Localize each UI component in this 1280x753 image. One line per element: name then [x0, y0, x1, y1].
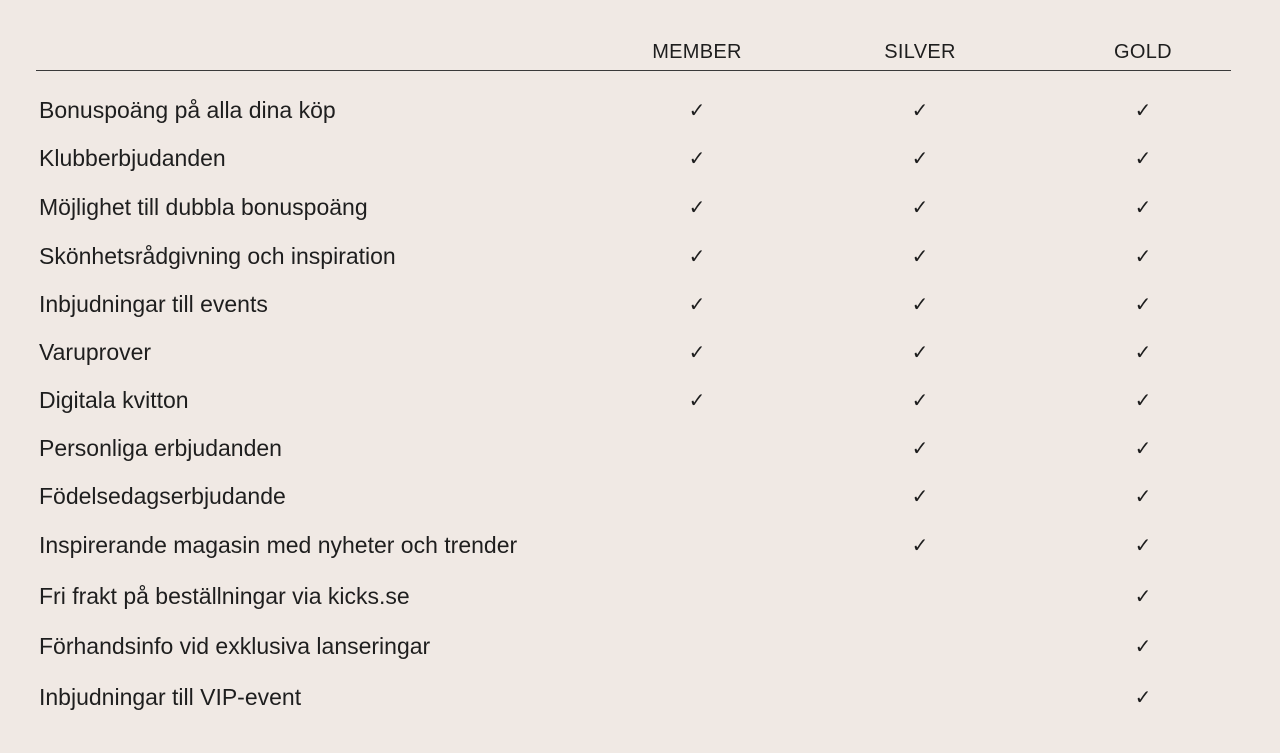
- benefit-label: Möjlighet till dubbla bonuspoäng: [39, 194, 368, 220]
- check-icon: ✓: [1134, 634, 1152, 658]
- check-icon: ✓: [688, 340, 706, 364]
- benefit-label: Inbjudningar till VIP-event: [39, 684, 302, 710]
- benefit-label: Digitala kvitton: [39, 387, 189, 413]
- check-icon: ✓: [911, 244, 929, 268]
- benefit-label: Varuprover: [39, 339, 152, 365]
- table-row: [36, 481, 1231, 511]
- check-icon: ✓: [688, 292, 706, 316]
- column-header-gold: GOLD: [1114, 41, 1172, 63]
- check-icon: ✓: [1134, 533, 1152, 557]
- check-icon: ✓: [1134, 584, 1152, 608]
- benefit-label: Fri frakt på beställningar via kicks.se: [39, 583, 410, 609]
- check-icon: ✓: [911, 340, 929, 364]
- table-row: [36, 192, 1231, 222]
- check-icon: ✓: [1134, 98, 1152, 122]
- check-icon: ✓: [1134, 484, 1152, 508]
- check-icon: ✓: [688, 388, 706, 412]
- table-row: [36, 289, 1231, 319]
- check-icon: ✓: [1134, 244, 1152, 268]
- check-icon: ✓: [688, 195, 706, 219]
- check-icon: ✓: [688, 98, 706, 122]
- benefit-label: Personliga erbjudanden: [39, 435, 282, 461]
- check-icon: ✓: [688, 244, 706, 268]
- column-header-member: MEMBER: [652, 41, 742, 63]
- benefit-label: Bonuspoäng på alla dina köp: [39, 97, 336, 123]
- table-header: [36, 0, 1231, 71]
- check-icon: ✓: [1134, 340, 1152, 364]
- benefit-label: Förhandsinfo vid exklusiva lanseringar: [39, 633, 431, 659]
- table-row: [36, 581, 1231, 611]
- check-icon: ✓: [1134, 146, 1152, 170]
- check-icon: ✓: [911, 388, 929, 412]
- check-icon: ✓: [1134, 388, 1152, 412]
- benefit-label: Födelsedagserbjudande: [39, 483, 286, 509]
- check-icon: ✓: [911, 533, 929, 557]
- check-icon: ✓: [911, 484, 929, 508]
- table-row: [36, 143, 1231, 173]
- check-icon: ✓: [911, 195, 929, 219]
- benefit-label: Klubberbjudanden: [39, 145, 226, 171]
- table-row: [36, 682, 1231, 712]
- check-icon: ✓: [911, 146, 929, 170]
- benefit-label: Skönhetsrådgivning och inspiration: [39, 243, 396, 269]
- check-icon: ✓: [688, 146, 706, 170]
- check-icon: ✓: [1134, 685, 1152, 709]
- table-row: [36, 530, 1231, 560]
- check-icon: ✓: [1134, 195, 1152, 219]
- column-header-silver: SILVER: [884, 41, 956, 63]
- table-row: [36, 631, 1231, 661]
- table-row: [36, 241, 1231, 271]
- check-icon: ✓: [911, 436, 929, 460]
- benefit-label: Inspirerande magasin med nyheter och trender: [39, 532, 518, 558]
- membership-benefits-table: [36, 0, 1231, 710]
- table-row: [36, 433, 1231, 463]
- check-icon: ✓: [1134, 292, 1152, 316]
- table-row: [36, 385, 1231, 415]
- check-icon: ✓: [911, 292, 929, 316]
- table-row: [36, 337, 1231, 367]
- check-icon: ✓: [1134, 436, 1152, 460]
- check-icon: ✓: [911, 98, 929, 122]
- benefit-label: Inbjudningar till events: [39, 291, 268, 317]
- table-row: [36, 95, 1231, 125]
